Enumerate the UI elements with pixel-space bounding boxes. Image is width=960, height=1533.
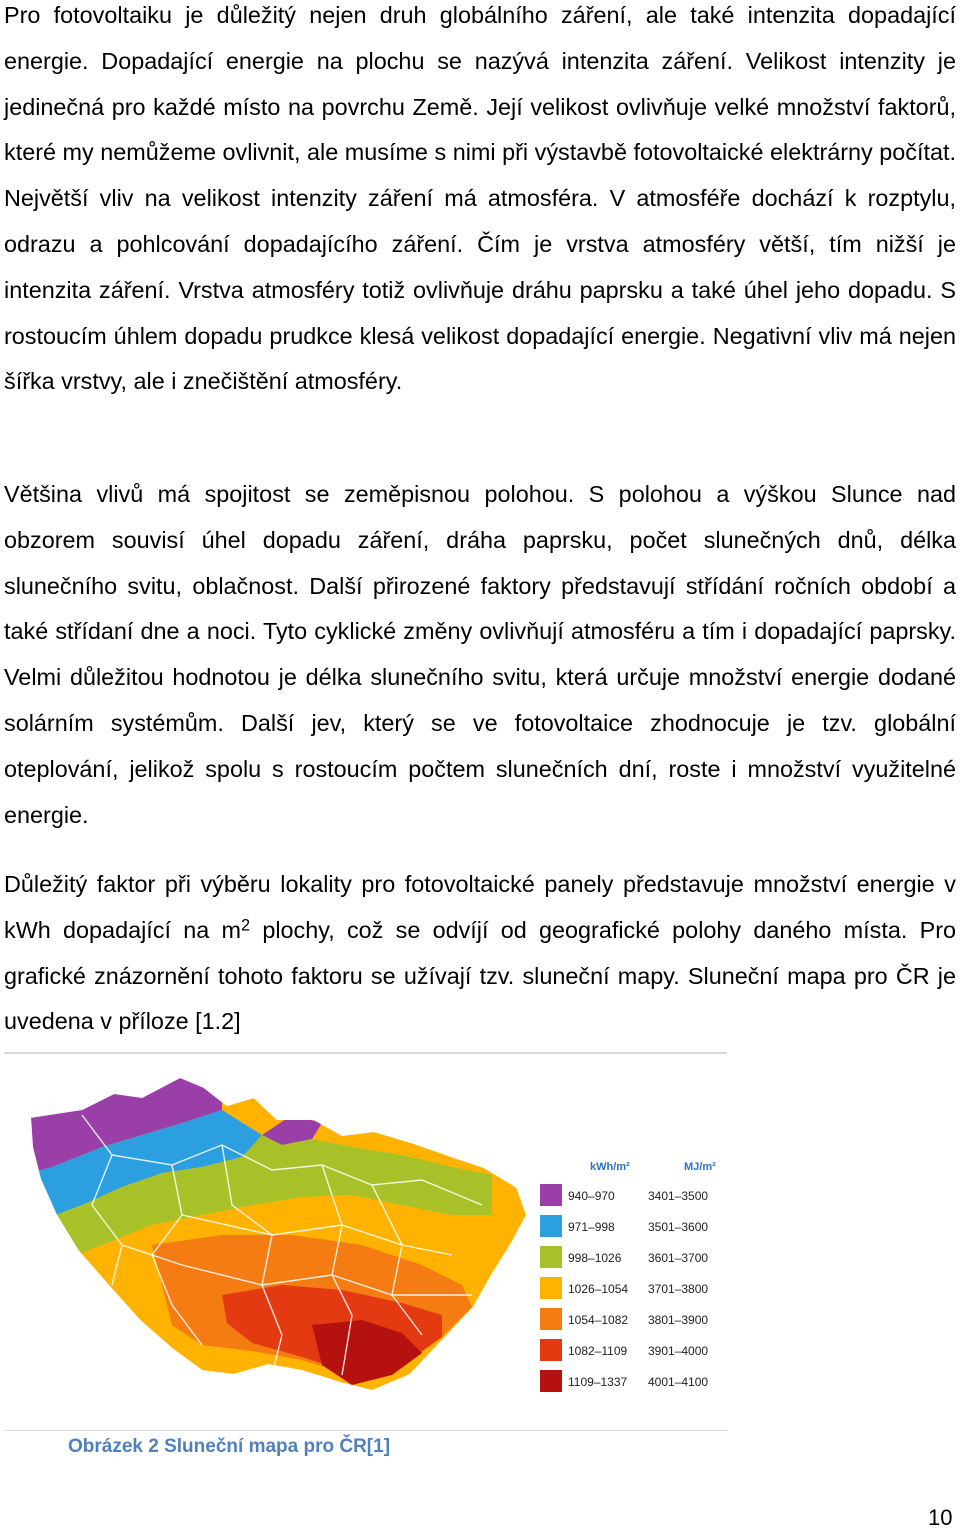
legend-kwh-value: 1082–1109 bbox=[568, 1344, 628, 1358]
legend-kwh-value: 1109–1337 bbox=[568, 1375, 628, 1389]
legend-swatch bbox=[540, 1277, 562, 1299]
solar-map-figure bbox=[22, 1075, 732, 1425]
legend-kwh-value: 1054–1082 bbox=[568, 1313, 629, 1327]
legend-mj-value: 3801–3900 bbox=[648, 1313, 709, 1327]
legend-mj-value: 3601–3700 bbox=[648, 1251, 709, 1265]
paragraph-geography: Většina vlivů má spojitost se zeměpisnou polohou. S polohou a výškou Slunce nad obzorem souvisí úhel dopadu záření, dráha paprsku, počet slunečných dnů, délka slunečního svitu, oblačnost. Další přirozené faktory představují střídání ročních období a také střídaní dne a noci. Tyto cyklické změny ovlivňují atmosféru a tím i dopadající paprsky. Velmi důležitou hodnotou je délka slunečního svitu, která určuje množství energie dodané solárním systémům. Další jev, který se ve fotovoltaice zhodnocuje je tzv. globální oteplování, jelikož spolu s rostoucím počtem slunečních dní, roste i množství využitelné energie. bbox=[4, 481, 956, 828]
legend-unit-kwh: kWh/m² bbox=[590, 1161, 630, 1173]
legend-kwh-value: 971–998 bbox=[568, 1220, 615, 1234]
paragraph-solar-map bbox=[4, 862, 956, 1045]
figure-top-rule bbox=[4, 1052, 727, 1054]
legend-unit-mj: MJ/m² bbox=[684, 1161, 716, 1173]
superscript-2: 2 bbox=[240, 916, 251, 935]
legend-mj-value: 4001–4100 bbox=[648, 1375, 709, 1389]
map-legend bbox=[540, 1161, 716, 1392]
legend-swatch bbox=[540, 1184, 562, 1206]
legend-mj-value: 3901–4000 bbox=[648, 1344, 709, 1358]
legend-swatch bbox=[540, 1215, 562, 1237]
legend-swatch bbox=[540, 1246, 562, 1268]
legend-mj-value: 3501–3600 bbox=[648, 1220, 709, 1234]
legend-kwh-value: 998–1026 bbox=[568, 1251, 622, 1265]
czech-map-shape bbox=[22, 1075, 542, 1415]
legend-swatch bbox=[540, 1370, 562, 1392]
legend-kwh-value: 940–970 bbox=[568, 1189, 615, 1203]
figure-bottom-rule bbox=[4, 1430, 727, 1431]
legend-mj-value: 3401–3500 bbox=[648, 1189, 709, 1203]
legend-swatch bbox=[540, 1308, 562, 1330]
figure-caption: Obrázek 2 Sluneční mapa pro ČR[1] bbox=[68, 1436, 391, 1457]
legend-kwh-value: 1026–1054 bbox=[568, 1282, 629, 1296]
legend-swatch bbox=[540, 1339, 562, 1361]
page-number: 10 bbox=[928, 1505, 953, 1530]
paragraph-solar-map-part2: plochy, což se odvíjí od geografické polohy daného místa. Pro grafické znázornění tohoto faktoru se užívají tzv. sluneční mapy. Sluneční mapa pro ČR je uvedena v příloze [1.2] bbox=[4, 916, 956, 1035]
paragraph-solar-map-part1: Důležitý faktor při výběru lokality pro fotovoltaické panely představuje množství energie v kWh dopadající na m bbox=[4, 871, 956, 943]
paragraph-intensity: Pro fotovoltaiku je důležitý nejen druh globálního záření, ale také intenzita dopadající energie. Dopadající energie na plochu se nazývá intenzita záření. Velikost intenzity je jedinečná pro každé místo na povrchu Země. Její velikost ovlivňuje velké množství faktorů, které my nemůžeme ovlivnit, ale musíme s nimi při výstavbě fotovoltaické elektrárny počítat. Největší vliv na velikost intenzity záření má atmosféra. V atmosféře dochází k rozptylu, odrazu a pohlcování dopadajícího záření. Čím je vrstva atmosféry větší, tím nižší je intenzita záření. Vrstva atmosféry totiž ovlivňuje dráhu paprsku a také úhel jeho dopadu. S rostoucím úhlem dopadu prudkce klesá velikost dopadající energie. Negativní vliv má nejen šířka vrstvy, ale i znečištění atmosféry. bbox=[4, 2, 956, 395]
legend-mj-value: 3701–3800 bbox=[648, 1282, 709, 1296]
